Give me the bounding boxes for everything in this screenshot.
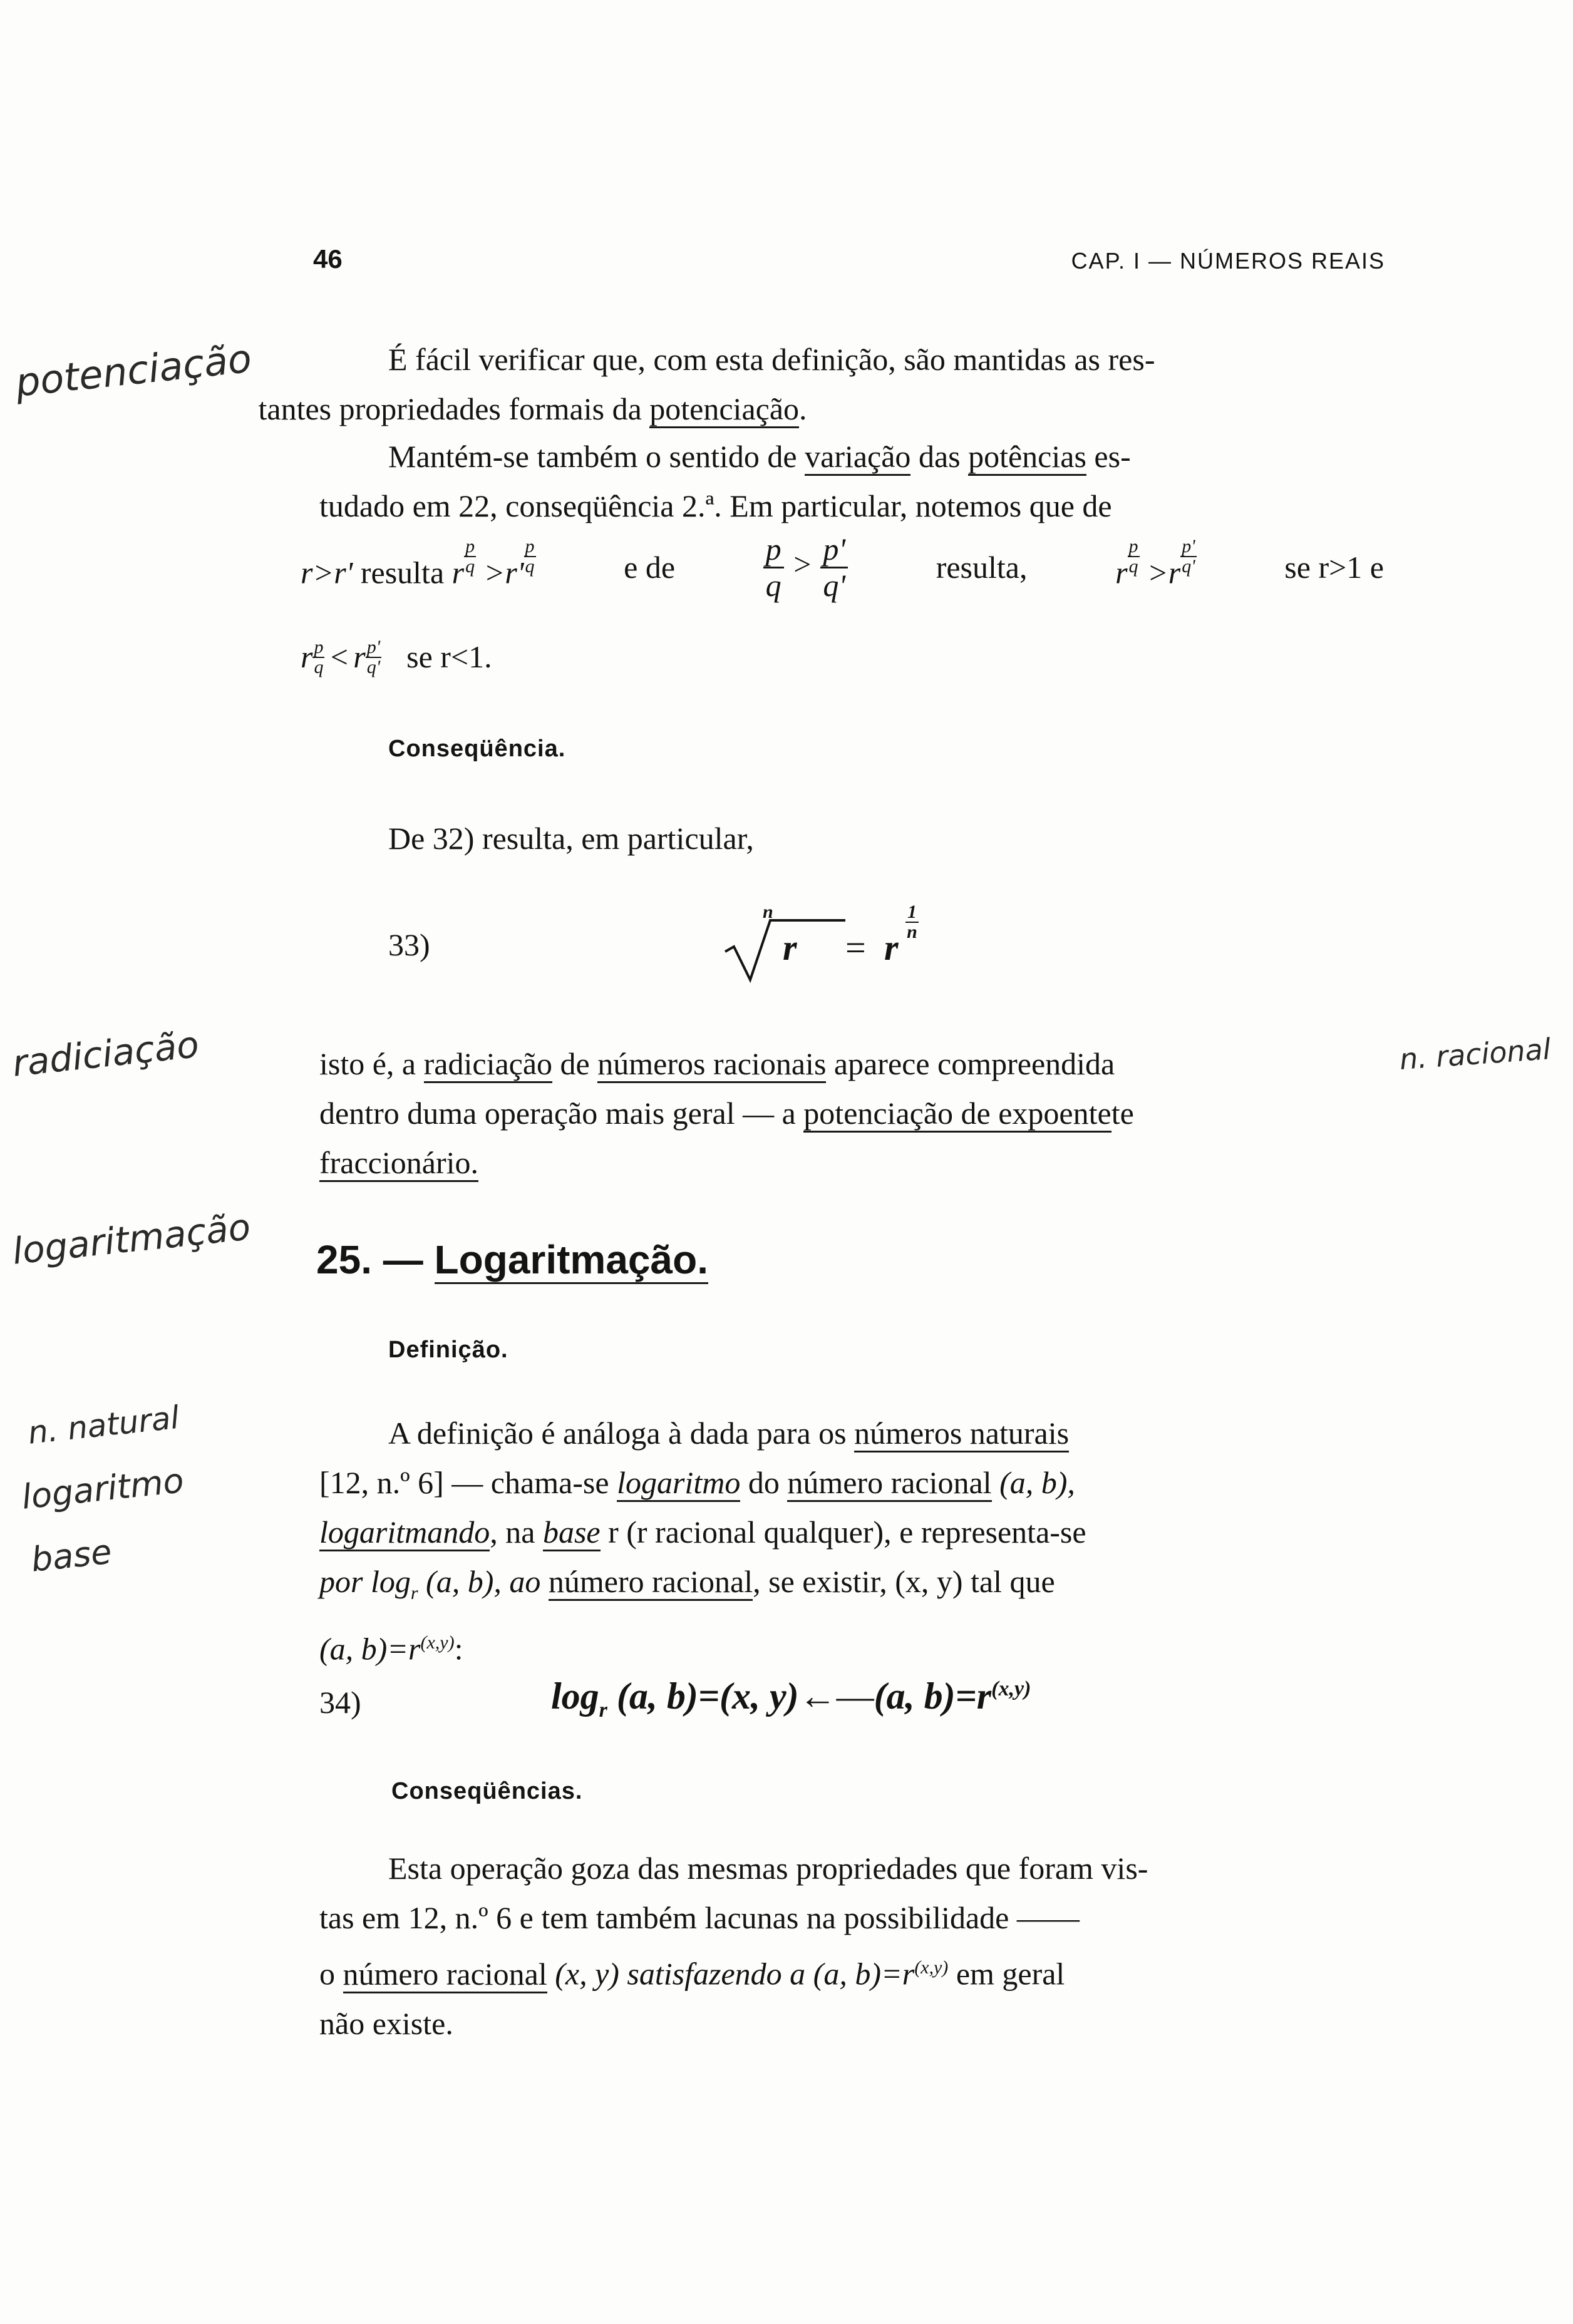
page-number: 46 [313, 244, 343, 274]
underlined-term: número racional [787, 1465, 991, 1502]
text-line: É fácil verificar que, com esta definição, são mantidas as res- [388, 342, 1155, 377]
math: r [599, 1699, 607, 1722]
text-line: , se existir, (x, y) tal que [753, 1564, 1055, 1599]
text-line: o [319, 1956, 343, 1992]
math: (a, b), [991, 1465, 1075, 1500]
section-title: Logaritmação. [435, 1237, 708, 1284]
equals: = [845, 927, 866, 968]
text-line: : [454, 1631, 463, 1667]
text-line: aparece compreendida [826, 1046, 1115, 1081]
paragraph-3: isto é, a radiciação de números racionais aparece compreendida dentro duma operação mais geral — a potenciação de expoentete fraccionário. [319, 1039, 1384, 1188]
text-line: das [910, 439, 969, 474]
math: r [410, 1583, 418, 1603]
text-line: Mantém-se também o sentido de [388, 439, 805, 474]
math: por log [319, 1564, 411, 1599]
consequencia-label: Conseqüência. [388, 736, 566, 762]
arrow-icon: ←— [798, 1675, 874, 1717]
math: (x,y) [914, 1957, 949, 1978]
underlined-term: radiciação [424, 1046, 552, 1083]
text-line: r (r racional qualquer), e representa-se [600, 1514, 1086, 1550]
equation-33 [720, 902, 983, 989]
math: (x, y) satisfazendo a (a, b)=r [547, 1956, 915, 1992]
underlined-term: logaritmo [617, 1465, 740, 1502]
fraction: $\frac{p'}{q'}$ [820, 532, 848, 603]
text-line: . [799, 391, 807, 426]
underlined-term: potenciação [649, 391, 799, 428]
equation-number-34: 34) [319, 1685, 361, 1720]
math: r [1115, 555, 1128, 590]
text: resulta, [936, 550, 1028, 585]
handwritten-note-radiciacao: radiciação [10, 1022, 201, 1085]
underlined-term: variação [805, 439, 910, 476]
text-line: es- [1086, 439, 1131, 474]
underlined-term: números racionais [597, 1046, 826, 1083]
consequencia-text: De 32) resulta, em particular, [388, 821, 754, 856]
math: (a, b), ao [418, 1564, 549, 1599]
text-line: em geral [948, 1956, 1065, 1992]
text-line: dentro duma operação mais geral — a [319, 1096, 804, 1131]
text-line: tudado em 22, conseqüência 2.ª. Em particular, notemos que de [319, 488, 1112, 523]
math: < [328, 639, 350, 674]
underlined-term: potências [968, 439, 1086, 476]
definicao-paragraph [319, 1409, 1384, 1674]
underlined-term: fraccionário. [319, 1145, 478, 1182]
section-heading [316, 1237, 708, 1283]
section-dash: — [371, 1237, 435, 1282]
math: r>r' [301, 555, 353, 590]
math: > [1147, 555, 1168, 590]
underlined-term: números naturais [854, 1416, 1069, 1452]
text-line: Esta operação goza das mesmas propriedades que foram vis- [388, 1851, 1148, 1886]
paragraph-2 [319, 432, 1384, 531]
inequality-line-1 [301, 532, 1384, 603]
text: resulta [360, 555, 445, 590]
math: (x,y) [991, 1677, 1031, 1700]
equation-34 [551, 1675, 1031, 1722]
inequality-line-2 [301, 632, 492, 682]
handwritten-note-base: base [29, 1531, 114, 1580]
math: > [792, 546, 813, 582]
fraction: $\frac{p}{q}$ [763, 532, 784, 603]
text-line: isto é, a [319, 1046, 424, 1081]
math: log [551, 1675, 599, 1717]
math: (a, b)=r [874, 1675, 992, 1717]
math: (x,y) [420, 1632, 455, 1653]
exponent-fraction: $\frac{p'}{q'}$ [1182, 536, 1195, 577]
math: r [451, 555, 465, 590]
underlined-term: número racional [343, 1956, 547, 1993]
math: (a, b)=(x, y) [607, 1675, 799, 1717]
consequencias-paragraph [319, 1844, 1384, 2049]
exponent-fraction: $\frac{p}{q}$ [314, 636, 324, 677]
math: > [483, 555, 505, 590]
text: e de [624, 550, 676, 585]
math: r [301, 639, 313, 674]
section-number: 25. [316, 1237, 372, 1282]
text: se r>1 e [1284, 550, 1384, 585]
underlined-term: logaritmando [319, 1514, 490, 1551]
handwritten-note-logaritmacao: logaritmação [10, 1205, 253, 1273]
math: (a, b)=r [319, 1631, 421, 1667]
text-line: tantes propriedades formais da [258, 391, 650, 426]
text-line: não existe. [319, 2005, 453, 2041]
radicand: r [783, 927, 797, 968]
text-line: A definição é análoga à dada para os [388, 1416, 855, 1451]
exponent-fraction: $\frac{p}{q}$ [1128, 536, 1138, 577]
text-line: de [552, 1046, 598, 1081]
power-base: r [884, 927, 899, 968]
handwritten-note-n-racional: n. racional [1398, 1032, 1552, 1076]
handwritten-note-potenciacao: potenciação [13, 335, 254, 406]
running-head: CAP. I — NÚMEROS REAIS [1071, 248, 1385, 274]
handwritten-note-n-natural: n. natural [26, 1399, 181, 1451]
text: se r<1. [406, 639, 492, 674]
math: r [353, 639, 366, 674]
math: r [1168, 555, 1181, 590]
radical-index: n [763, 902, 773, 922]
paragraph-1 [258, 335, 1384, 434]
underlined-term: base [543, 1514, 601, 1551]
underlined-term: número racional [549, 1564, 753, 1601]
definicao-label: Definição. [388, 1337, 508, 1363]
handwritten-note-logaritmo: logaritmo [19, 1461, 186, 1517]
underlined-term: potenciação de expoente [803, 1096, 1111, 1133]
exponent-fraction: $\frac{p'}{q'}$ [366, 636, 381, 677]
text-line: tas em 12, n.º 6 e tem também lacunas na possibilidade —— [319, 1900, 1080, 1935]
text-line: , na [490, 1514, 543, 1550]
exponent-fraction: $\frac{p}{q}$ [525, 536, 535, 577]
consequencias-label: Conseqüências. [391, 1778, 583, 1804]
text-line: do [740, 1465, 788, 1500]
exponent-fraction: $\frac{p}{q}$ [465, 536, 475, 577]
exponent-fraction: 1 n [905, 903, 919, 942]
math: r' [505, 555, 524, 590]
text-line: [12, n.º 6] — chama-se [319, 1465, 617, 1500]
equation-number-33: 33) [388, 927, 430, 962]
